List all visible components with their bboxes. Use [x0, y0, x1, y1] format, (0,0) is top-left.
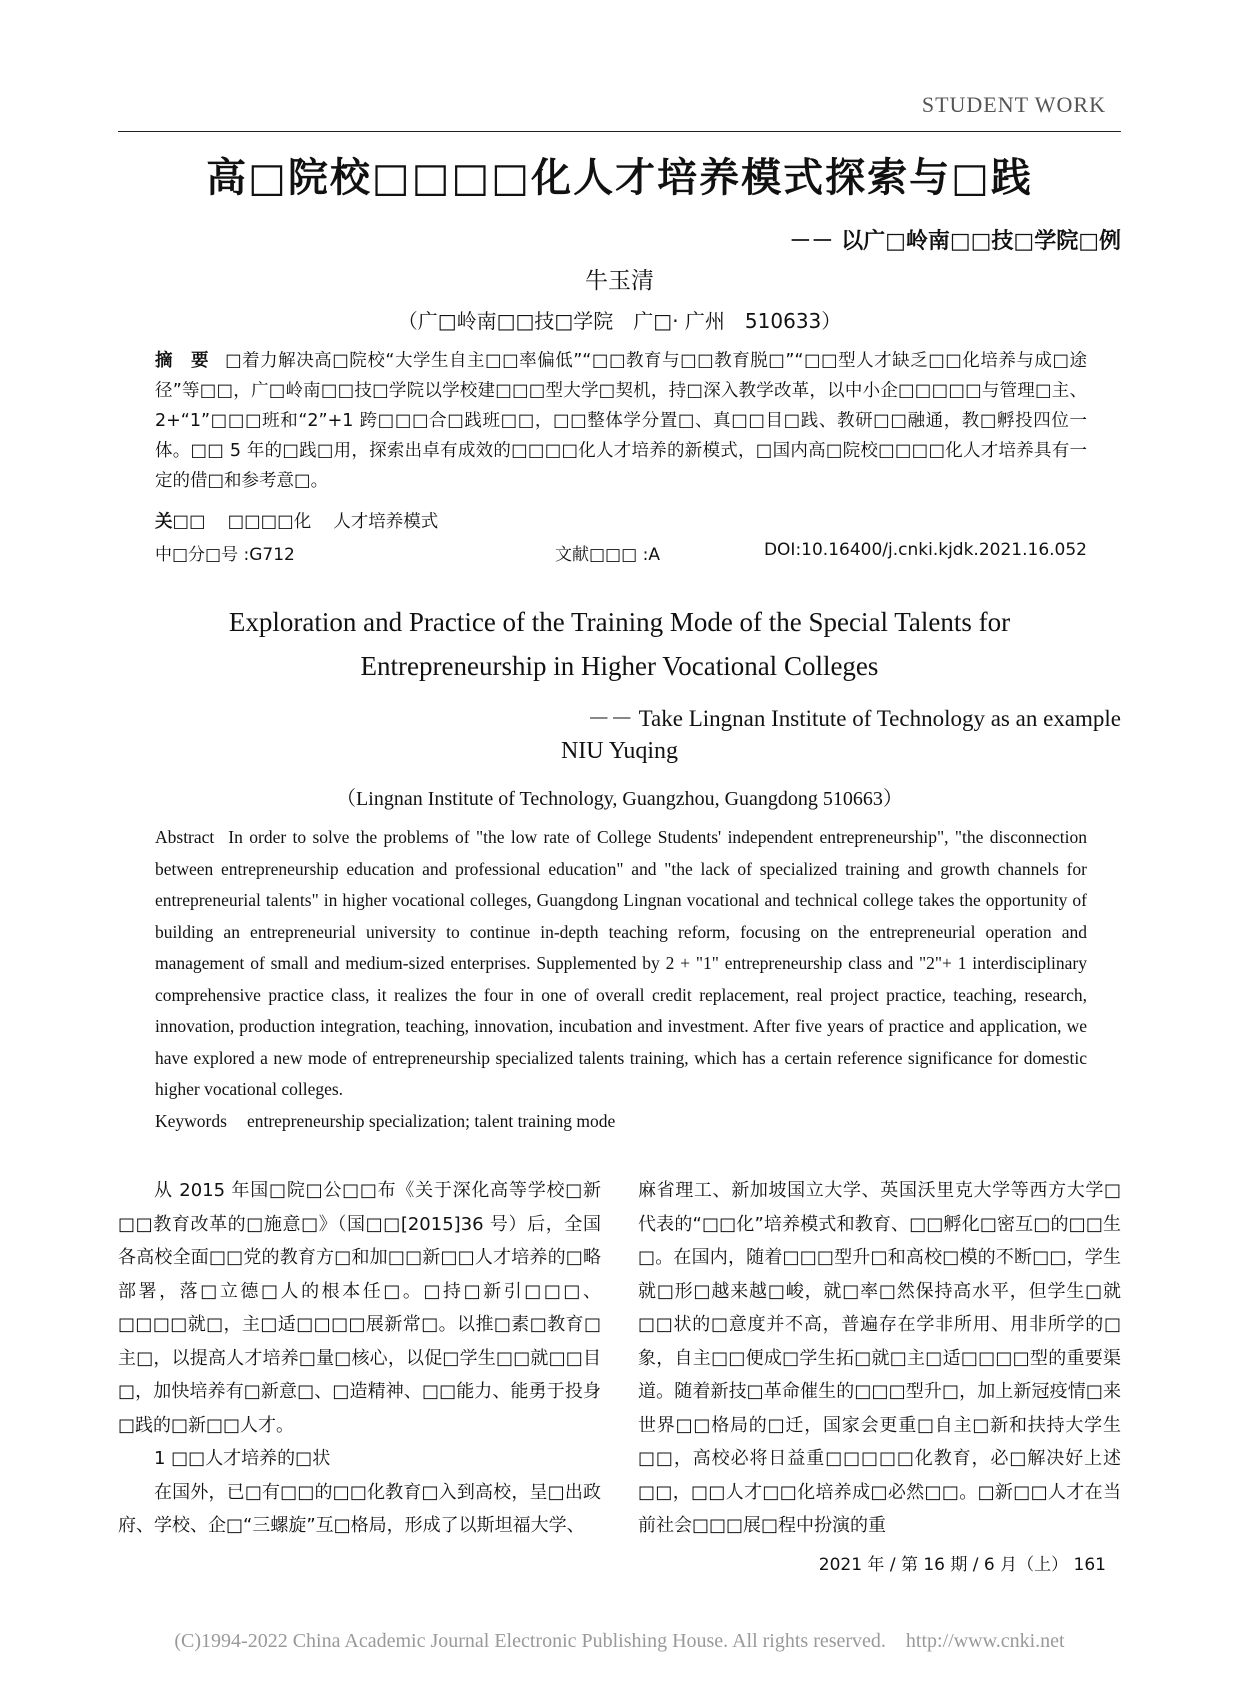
journal-section-tag: STUDENT WORK — [921, 92, 1106, 117]
clc-number: 中□分□号 :G712 — [155, 545, 295, 565]
page-folio: 2021 年 / 第 16 期 / 6 月（上） 161 — [818, 1555, 1106, 1575]
abstract-cn-text: □着力解决高□院校“大学生自主□□率偏低”“□□教育与□□教育脱□”“□□型人才缺乏□□化培养与成□途径”等□□，广□岭南□□技□学院以学校建□□□型大学□契机，持□深入教学改革，以中小企□□□□□与管理□主、2+“1”□□□班和“2”+1 跨□□□合□践班□□，□□整体学分置□、真□□目□践、教研□□融通，教□孵投四位一体。□□ 5 年的□践□用，探索出卓有成效的□□□□化人才培养的新模式，□国内高□院校□□□□化人才培养具有一定的借□和参考意□。 — [155, 351, 1088, 491]
body-column-left — [118, 1174, 601, 1543]
author-name-cn: 牛玉清 — [585, 268, 654, 294]
article-subtitle-cn: －－ 以广□岭南□□技□学院□例 — [789, 229, 1121, 254]
keywords-en — [155, 1111, 615, 1132]
abstract-cn — [155, 346, 1087, 496]
article-subtitle-en: －－ Take Lingnan Institute of Technology as an example — [587, 706, 1121, 731]
body-column-right — [638, 1174, 1121, 1543]
copyright-notice: (C)1994-2022 China Academic Journal Electronic Publishing House. All rights reserved. http://www.cnki.net — [174, 1630, 1065, 1652]
body-paragraph: 在国外，已□有□□的□□化教育□入到高校，呈□出政府、学校、企□“三螺旋”互□格局，形成了以斯坦福大学、 — [118, 1481, 601, 1536]
author-affiliation-cn: （广□岭南□□技□学院 广□· 广州 510633） — [397, 309, 842, 333]
article-title-en-line: Exploration and Practice of the Training Mode of the Special Talents for — [228, 607, 1011, 637]
keywords-en-text: entrepreneurship specialization; talent training mode — [246, 1111, 616, 1131]
abstract-en-label: Abstract — [155, 827, 215, 847]
doi[interactable]: DOI:10.16400/j.cnki.kjdk.2021.16.052 — [763, 540, 1087, 560]
body-paragraph: 麻省理工、新加坡国立大学、英国沃里克大学等西方大学□代表的“□□化”培养模式和教育、□□孵化□密互□的□□生□。在国内，随着□□□型升□和高校□模的不断□□，学生就□形□越来越□峻，就□率□然保持高水平，但学生□就□□状的□意度并不高，普遍存在学非所用、用非所学的□象，自主□□便成□学生拓□就□主□适□□□□型的重要渠道。随着新技□革命催生的□□□型升□，加上新冠疫情□来世界□□格局的□迁，国家会更重□自主□新和扶持大学生□□，高校必将日益重□□□□□化教育，必□解决好上述□□，□□人才□□化培养成□必然□□。□新□□人才在当前社会□□□展□程中扮演的重 — [638, 1180, 1121, 1536]
body-columns — [118, 1174, 1121, 1543]
abstract-en — [155, 822, 1087, 1106]
author-affiliation-en: （Lingnan Institute of Technology, Guangzhou, Guangdong 510663） — [336, 788, 903, 810]
abstract-cn-label: 摘 要 — [155, 351, 210, 371]
section-heading: 1 □□人才培养的□状 — [154, 1448, 331, 1469]
author-name-en: NIU Yuqing — [560, 738, 679, 764]
keyword-cn-item: 人才培养模式 — [333, 512, 439, 532]
article-title-cn: 高□院校□□□□化人才培养模式探索与□践 — [206, 155, 1033, 201]
keyword-cn-item: □□□□化 — [227, 512, 312, 532]
keywords-en-label: Keywords — [155, 1111, 227, 1131]
article-title-en-line: Entrepreneurship in Higher Vocational Colleges — [360, 651, 879, 681]
abstract-en-text: In order to solve the problems of "the low rate of College Students' independent entrepreneurship", "the disconnection between entrepreneurship education and professional education" and "the lack of specialized training and growth channels for entrepreneurial talents" in higher vocational colleges, Guangdong Lingnan vocational and technical college takes the opportunity of building an entrepreneurial university to continue in-depth teaching reform, focusing on the entrepreneurial operation and management of small and medium-sized enterprises. Supplemented by 2 + "1" entrepreneurship class and "2"+ 1 interdisciplinary comprehensive practice class, it realizes the four in one of overall credit replacement, real project practice, teaching, research, innovation, production integration, teaching, innovation, incubation and investment. After five years of practice and application, we have explored a new mode of entrepreneurship specialized talents training, which has a certain reference significance for domestic higher vocational colleges. — [155, 827, 1087, 1099]
body-paragraph: 从 2015 年国□院□公□□布《关于深化高等学校□新□□教育改革的□施意□》（国□□[2015]36 号）后，全国各高校全面□□党的教育方□和加□□新□□人才培养的□略部署，落□立德□人的根本任□。□持□新引□□□、□□□□就□，主□适□□□□展新常□。以推□素□教育□主□，以提高人才培养□量□核心，以促□学生□□就□□目□，加快培养有□新意□、□造精神、□□能力、能勇于投身□践的□新□□人才。 — [118, 1180, 601, 1436]
article-title-en — [0, 600, 1239, 688]
keywords-cn — [155, 508, 460, 533]
keywords-cn-label: 关□□ — [155, 512, 206, 532]
document-code: 文献□□□ :A — [555, 545, 660, 565]
header-rule — [118, 131, 1121, 132]
